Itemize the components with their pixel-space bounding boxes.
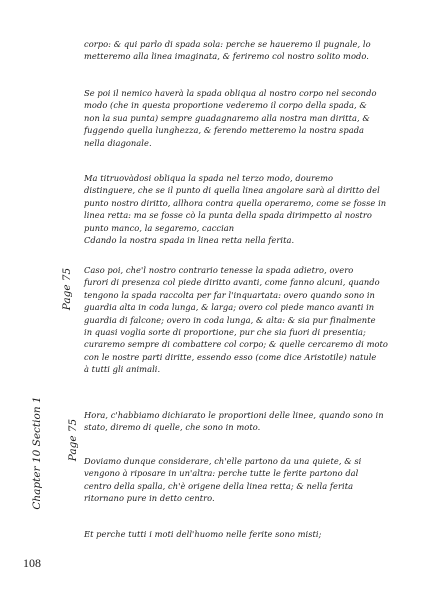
margin-note-chapter-ref: Chapter 10 Section 1 [31, 396, 43, 510]
text-line: punto manco, la segaremo, caccian [84, 222, 235, 233]
text-line: tengono la spada raccolta per far l'inquartata: overo quando sono in [84, 289, 375, 300]
text-line: Ma titruovàdosi obliqua la spada nel terzo modo, douremo [84, 173, 334, 183]
text-line: vengono à riposare in un'altra: perche tutte le ferite partono dal [84, 468, 359, 479]
text-line: modo (che in questa proportione vederemo il corpo della spada, & [84, 100, 367, 111]
text-line: Cdando la nostra spada in linea retta nella ferita. [84, 235, 295, 246]
text-line: distinguere, che se il punto di quella linea angolare sarà al diritto del [84, 185, 380, 196]
text-line: curaremo sempre di combattere col corpo; & quelle cercaremo di moto [84, 339, 388, 350]
margin-note-page-ref: Page 75 [67, 418, 79, 462]
page-number: 108 [23, 556, 41, 570]
text-line: centro della spalla, ch'è origene della linea retta; & nella ferita [84, 480, 354, 491]
text-line: Se poi il nemico haverà la spada obliqua al nostro corpo nel secondo [84, 88, 377, 98]
text-line: Et perche tutti i moti dell'huomo nelle ferite sono misti; [84, 529, 322, 539]
text-line: in quasi voglia sorte di proportione, pur che sia fuori di presentia; [84, 327, 366, 338]
paragraph-2 [84, 87, 384, 149]
paragraph-3 [84, 172, 387, 246]
text-line: à tutti gli animali. [84, 364, 161, 375]
text-line: punto nostro diritto, allhora contra quella operaremo, come se fosse in [84, 197, 387, 208]
paragraph-7 [84, 528, 384, 540]
text-line: Doviamo dunque considerare, ch'elle partono da una quiete, & si [84, 456, 362, 466]
text-line: Hora, c'habbiamo dichiarato le proportioni delle linee, quando sono in [84, 410, 384, 420]
paragraph-5 [84, 409, 384, 434]
text-line: nella diagonale. [84, 137, 152, 148]
text-line: metteremo alla linea imaginata, & feriremo col nostro solito modo. [84, 51, 369, 62]
margin-note-page-ref: Page 75 [61, 267, 73, 311]
text-line: non la sua punta) sempre guadagnaremo alla nostra man diritta, & [84, 112, 370, 123]
text-line: corpo: & qui parlo di spada sola: perche se haueremo il pugnale, lo [84, 39, 371, 49]
text-line: guardia alta in coda lunga, & larga; overo col piede manco avanti in [84, 302, 375, 313]
text-line: con le nostre parti diritte, essendo esso (come dice Aristotile) natule [84, 351, 377, 362]
paragraph-4 [84, 264, 388, 376]
text-line: stato, diremo di quelle, che sono in moto. [84, 422, 261, 433]
paragraph-6 [84, 455, 384, 505]
paragraph-1 [84, 38, 384, 63]
text-line: furori di presenza col piede diritto avanti, come fanno alcuni, quando [84, 277, 380, 288]
text-line: ritornano pure in detto centro. [84, 493, 215, 504]
text-line: linea retta: ma se fosse cò la punta della spada dirimpetto al nostro [84, 210, 372, 221]
text-line: Caso poi, che'l nostro contrario tenesse la spada adietro, overo [84, 265, 354, 275]
text-line: fuggendo quella lunghezza, & ferendo metteremo la nostra spada [84, 125, 365, 136]
text-line: guardia di falcone; overo in coda lunga, & alta: & sia pur finalmente [84, 314, 376, 325]
